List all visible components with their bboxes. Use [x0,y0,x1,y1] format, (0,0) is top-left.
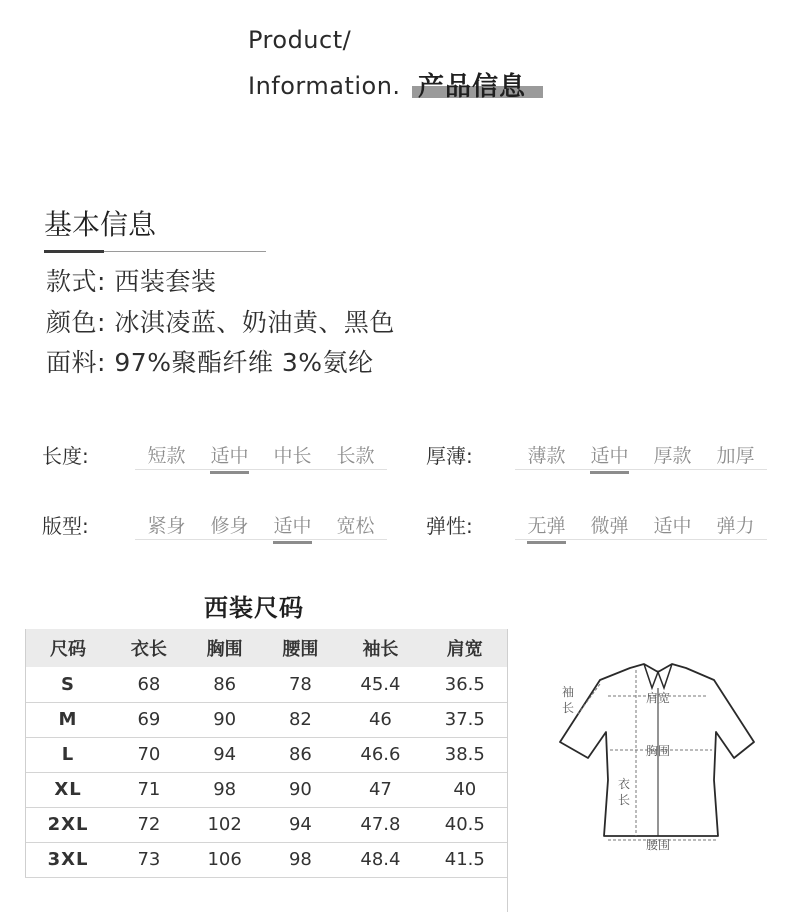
table-cell: M [58,709,78,730]
basic-info-divider-accent [44,250,104,253]
info-label: 颜色: [46,308,106,337]
attr-option: 弹力 [716,515,755,537]
attr-option: 微弹 [590,515,629,537]
info-label: 款式: [46,267,106,296]
attr-underline [515,469,767,470]
table-cell: 48.4 [360,849,401,870]
table-cell: 69 [137,709,161,730]
table-cell: 90 [213,709,237,730]
size-table-header-cell: 袖长 [362,639,399,660]
table-row [25,667,507,702]
table-cell: 3XL [47,849,89,870]
info-row-style [46,262,216,298]
diagram-label-chest: 胸围 [645,744,671,758]
attr-option: 适中 [261,511,324,544]
attr-option: 适中 [653,515,692,537]
table-cell: 45.4 [360,673,401,695]
size-table-header-row [25,629,507,667]
table-cell: 82 [288,709,312,730]
size-table-header-cell: 尺码 [50,639,86,660]
table-cell: 40.5 [444,814,485,835]
attr-option: 无弹 [515,511,578,544]
table-cell: L [61,744,75,765]
table-cell: S [61,673,75,695]
attr-option: 中长 [273,445,312,467]
table-cell: 106 [207,849,242,870]
table-cell: 98 [288,849,312,870]
attr-option: 厚款 [653,445,692,467]
attr-option: 加厚 [716,445,755,467]
attr-option: 短款 [147,445,186,467]
attr-underline [135,469,387,470]
garment-measurement-diagram [548,650,768,860]
table-cell: 2XL [47,814,89,835]
attr-option: 适中 [198,441,261,474]
table-cell: 47.8 [360,814,401,835]
size-table-header-cell: 肩宽 [446,639,483,660]
table-row [25,737,507,772]
header-en-line2: Information. [248,72,401,100]
garment-collar [644,664,672,688]
attr-option: 修身 [210,515,249,537]
attr-option: 宽松 [336,515,375,537]
table-cell: 78 [288,673,312,695]
info-row-fabric [46,343,374,379]
diagram-label-length-2: 长 [618,793,631,807]
header-en-line1: Product/ [248,26,352,54]
attr-label-length: 长度: [42,444,89,468]
attr-label-elasticity: 弹性: [426,514,473,538]
table-cell: XL [54,779,82,800]
table-cell: 38.5 [444,744,485,765]
table-row [25,772,507,807]
table-cell: 73 [137,849,161,870]
attr-option: 紧身 [147,515,186,537]
table-cell: 94 [213,744,237,765]
info-value: 冰淇凌蓝、奶油黄、黑色 [114,308,395,337]
table-cell: 98 [213,779,237,800]
info-row-color [46,303,395,339]
table-cell: 40 [453,779,477,800]
table-border-left [25,629,26,877]
header-cn-title: 产品信息 [418,72,527,102]
attr-underline [515,539,767,540]
info-value: 97%聚酯纤维 3%氨纶 [114,348,374,377]
table-cell: 90 [288,779,312,800]
table-cell: 37.5 [444,709,485,730]
attr-label-thickness: 厚薄: [426,444,473,468]
diagram-label-length-1: 衣 [618,777,631,791]
table-cell: 68 [137,673,161,695]
size-table [25,629,507,878]
attr-option: 适中 [578,441,641,474]
table-cell: 86 [213,673,237,695]
table-cell: 46.6 [360,744,401,765]
diagram-label-waist: 腰围 [645,838,671,852]
attr-underline [135,539,387,540]
table-cell: 72 [137,814,161,835]
table-cell: 102 [207,814,242,835]
table-cell: 70 [137,744,161,765]
size-table-header-cell: 衣长 [130,639,167,660]
attr-label-fit: 版型: [42,514,89,538]
basic-info-title: 基本信息 [44,208,157,241]
info-label: 面料: [46,348,106,377]
table-row [25,807,507,842]
table-cell: 47 [368,779,392,800]
table-cell: 71 [137,779,161,800]
header-cn-block [412,66,527,102]
size-table-header-cell: 腰围 [282,639,319,660]
diagram-label-sleeve-2: 长 [562,701,575,715]
table-row [25,702,507,737]
table-cell: 41.5 [444,849,485,870]
info-value: 西装套装 [114,267,217,296]
table-cell: 46 [368,709,392,730]
table-row [25,842,507,877]
attr-option: 长款 [336,445,375,467]
table-cell: 94 [288,814,312,835]
diagram-label-shoulder: 肩宽 [645,691,671,705]
size-table-title: 西装尺码 [204,594,304,622]
table-border-right [507,629,508,912]
size-table-header-cell: 胸围 [206,639,243,660]
attr-option: 薄款 [527,445,566,467]
table-cell: 86 [288,744,312,765]
diagram-label-sleeve-1: 袖 [562,685,575,699]
table-cell: 36.5 [444,673,485,695]
